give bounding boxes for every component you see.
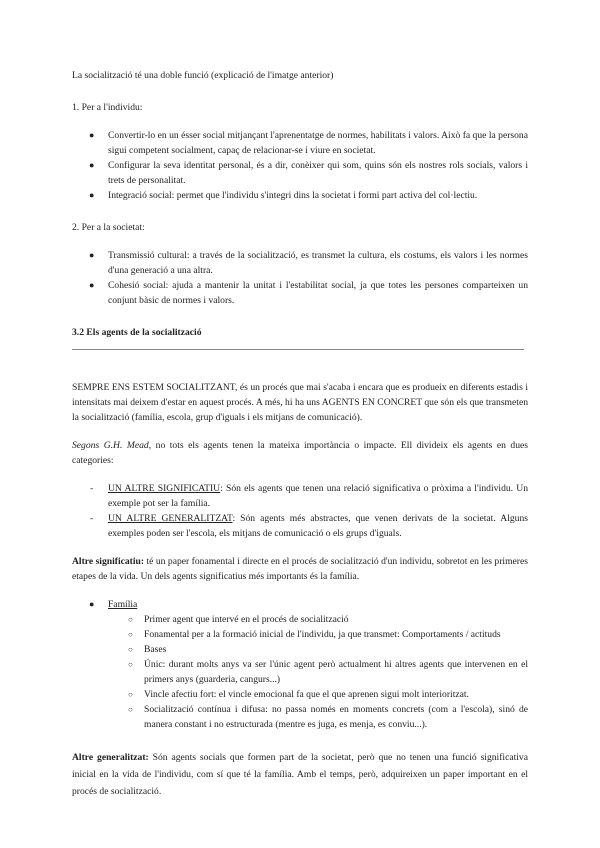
section1-title: 1. Per a l'individu: <box>72 102 143 113</box>
bullet-icon: ● <box>89 250 95 260</box>
list-item: ○ Socialització contínua i difusa: no passa només en moments concrets (com a l'escola), sinó de manera constant i no estructurada (mentre es juga, es menja, es conviu...). <box>128 704 528 730</box>
circle-bullet-icon: ○ <box>128 705 133 714</box>
paragraph-significatiu: Altre significatiu: té un paper fonamental i directe en el procés de socialització d'un individu, sobretot en les primeres etapes de la vida. Un dels agents significatius més importants és la família. <box>72 556 528 582</box>
list-item: ○ Fonamental per a la formació inicial de l'individu, ja que transmet: Comportaments / actituds <box>128 629 501 640</box>
list-item: ○ Primer agent que intervé en el procés de socialització <box>128 614 349 625</box>
document-page <box>72 68 528 800</box>
list-item: - UN ALTRE SIGNIFICATIU: Són els agents que tenen una relació significativa o pròxima a l'individu. Un exemple pot ser la família. <box>90 483 529 509</box>
circle-bullet-icon: ○ <box>128 690 133 699</box>
paragraph-agents: SEMPRE ENS ESTEM SOCIALITZANT, és un procés que mai s'acaba i encara que es produeix en diferents estadis i intensitats mai deixem d'estar en aquest procés. A més, hi ha uns AGENTS EN CONCRET que són els que transmeten la socialització (família, escola, grup d'iguals i els mitjans de comunicació). <box>72 382 528 423</box>
dash-icon: - <box>90 483 94 494</box>
circle-bullet-icon: ○ <box>128 615 133 624</box>
bullet-icon: ● <box>89 599 95 609</box>
bullet-icon: ● <box>89 160 95 170</box>
paragraph-mead: Segons G.H. Mead, no tots els agents tenen la mateixa importància o impacte. Ell divideix els agents en dues categories: <box>72 440 528 466</box>
intro-text: La socialització té una doble funció (explicació de l'imatge anterior) <box>72 70 334 81</box>
list-item: ○ Bases <box>128 644 167 655</box>
circle-bullet-icon: ○ <box>128 630 133 639</box>
mead-categories-list <box>72 481 528 541</box>
paragraph-generalitzat: Altre generalitzat: Són agents socials que formen part de la societat, però que no tenen una funció significativa inicial en la vida de l'individu, com sí que té la família. Amb el temps, però, adquireixen un paper important en el procés de socialització. <box>72 752 528 797</box>
list-item: ● Integració social: permet que l'individu s'integri dins la societat i formi part activa del col·lectiu. <box>89 190 478 201</box>
list-item: ● Família ○ Primer agent que intervé en el procés de socialització ○ Fonamental per a la formació inicial de l'individu, ja que transmet: Comportaments / actituds ○ Bases ○ Únic: durant molts anys va ser l'únic agent però actualment hi altres agents que intervenen en el primers anys (guarderia, cangurs...) ○ Vincle afectiu fort: el vincle emocional fa que el que aprenen sigui molt interioritzat. ○ Socialització contínua i difusa: no passa només en moments concrets (com a l'escola), sinó de manera constant i no estructurada (mentre es juga, es menja, es conviu...). <box>72 597 528 732</box>
list-item: ○ Únic: durant molts anys va ser l'únic agent però actualment hi altres agents que intervenen en el primers anys (guarderia, cangurs...) <box>128 659 528 685</box>
circle-bullet-icon: ○ <box>128 660 133 669</box>
familia-sublist <box>72 612 528 732</box>
familia-list <box>72 597 528 732</box>
list-item: ● Transmissió cultural: a través de la socialització, es transmet la cultura, els costums, els valors i les normes d'una generació a una altra. <box>89 250 528 276</box>
list-item: ● Convertir-lo en un ésser social mitjançant l'aprenentatge de normes, habilitats i valors. Això fa que la persona sigui competent socialment, capaç de relacionar-se i viure en societat. <box>89 130 528 156</box>
list-item: ● Configurar la seva identitat personal, és a dir, conèixer qui som, quins són els nostres rols socials, valors i trets de personalitat. <box>89 160 528 186</box>
section2-list <box>72 248 528 308</box>
list-item: ○ Vincle afectiu fort: el vincle emocional fa que el que aprenen sigui molt interioritzat. <box>128 689 469 700</box>
section-heading: 3.2 Els agents de la socialització <box>72 327 202 338</box>
bullet-icon: ● <box>89 130 95 140</box>
list-item: - UN ALTRE GENERALITZAT: Són agents més abstractes, que venen derivats de la societat. Alguns exemples poden ser l'escola, els mitjans de comunicació o els grups d'iguals. <box>90 513 529 539</box>
list-item: ● Cohesió social: ajuda a mantenir la unitat i l'estabilitat social, ja que totes les persones comparteixen un conjunt bàsic de normes i valors. <box>89 280 528 306</box>
section1-list <box>72 128 528 203</box>
bullet-icon: ● <box>89 190 95 200</box>
section2-title: 2. Per a la societat: <box>72 222 145 233</box>
bullet-icon: ● <box>89 280 95 290</box>
dash-icon: - <box>90 513 94 524</box>
circle-bullet-icon: ○ <box>128 645 133 654</box>
